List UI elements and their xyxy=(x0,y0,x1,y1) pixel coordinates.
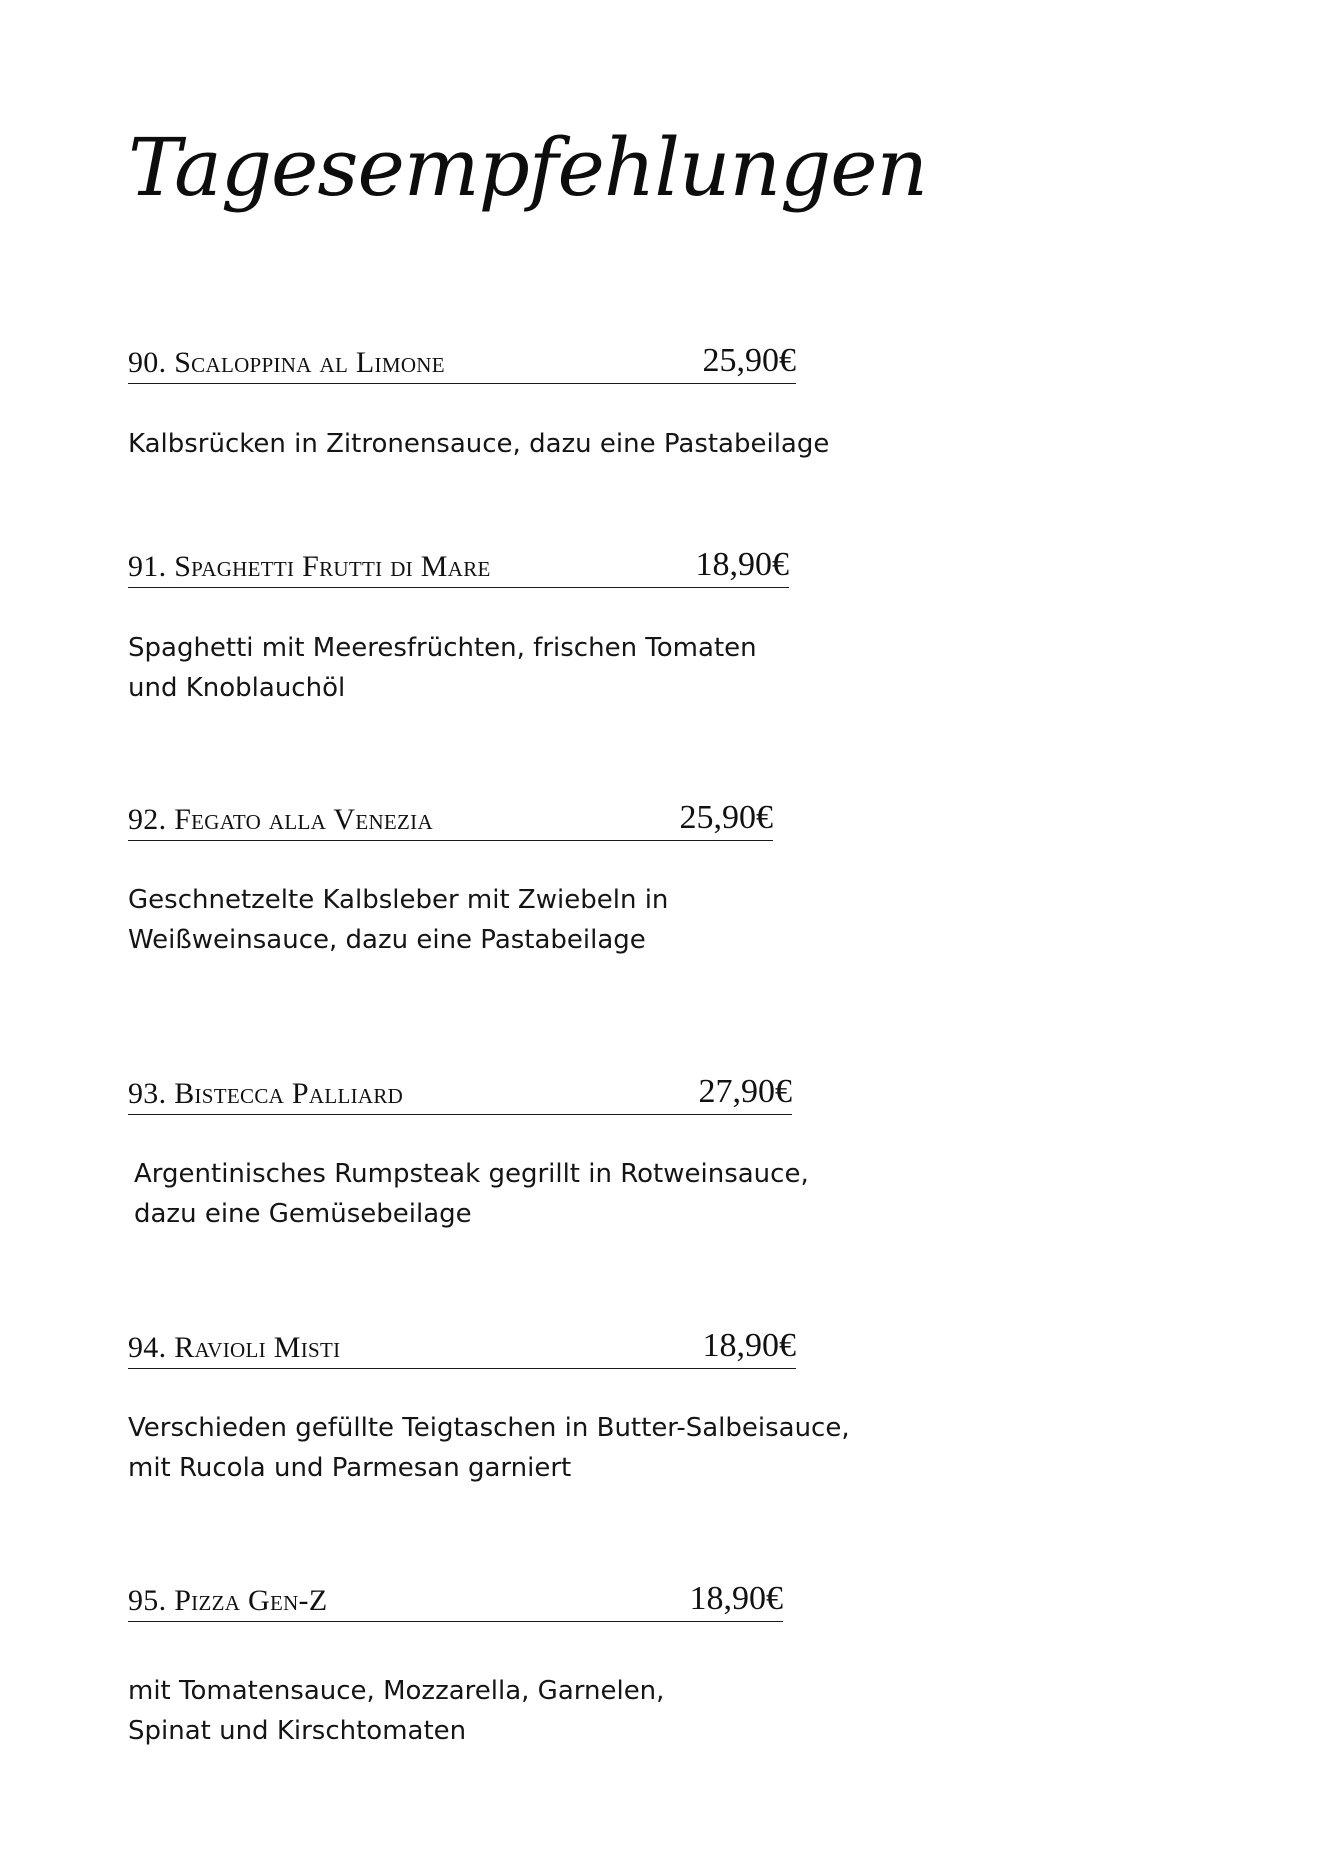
menu-item-price: 25,90€ xyxy=(702,342,796,379)
page-title: Tagesempfehlungen xyxy=(128,121,928,214)
menu-item-description xyxy=(128,1408,850,1488)
description-line: Argentinisches Rumpsteak gegrillt in Rotweinsauce, xyxy=(134,1159,809,1189)
menu-item-price: 18,90€ xyxy=(702,1327,796,1364)
menu-item-price: 25,90€ xyxy=(679,799,773,836)
description-line: Spinat und Kirschtomaten xyxy=(128,1716,467,1746)
menu-item-header xyxy=(128,337,796,384)
menu-item-header xyxy=(128,1575,783,1622)
description-line: mit Rucola und Parmesan garniert xyxy=(128,1453,572,1483)
description-line: Weißweinsauce, dazu eine Pastabeilage xyxy=(128,925,646,955)
description-line: Spaghetti mit Meeresfrüchten, frischen Tomaten xyxy=(128,633,757,663)
menu-item-description xyxy=(128,424,829,464)
menu-item xyxy=(128,1322,850,1483)
description-line: Verschieden gefüllte Teigtaschen in Butter-Salbeisauce, xyxy=(128,1413,850,1443)
menu-item-name: 90. Scaloppina al Limone xyxy=(128,346,445,379)
menu-item-price: 18,90€ xyxy=(695,546,789,583)
menu-item-price: 18,90€ xyxy=(689,1580,783,1617)
menu-item-header xyxy=(128,1322,796,1369)
menu-item-header xyxy=(128,1068,792,1115)
menu-item-description xyxy=(134,1154,809,1234)
description-line: Kalbsrücken in Zitronensauce, dazu eine Pastabeilage xyxy=(128,429,830,459)
menu-item-price: 27,90€ xyxy=(698,1073,792,1110)
menu-item-description xyxy=(128,880,668,960)
menu-item xyxy=(128,1068,809,1229)
menu-item xyxy=(128,337,830,459)
menu-item xyxy=(128,1575,783,1746)
menu-item-name: 94. Ravioli Misti xyxy=(128,1331,341,1364)
menu-item-name: 93. Bistecca Palliard xyxy=(128,1077,404,1110)
menu-item-name: 92. Fegato alla Venezia xyxy=(128,803,433,836)
menu-item-description xyxy=(128,1671,664,1751)
description-line: dazu eine Gemüsebeilage xyxy=(134,1199,472,1229)
menu-item-header xyxy=(128,541,789,588)
description-line: Geschnetzelte Kalbsleber mit Zwiebeln in xyxy=(128,885,669,915)
menu-item-name: 95. Pizza Gen-Z xyxy=(128,1584,328,1617)
menu-item-description xyxy=(128,628,757,708)
description-line: mit Tomatensauce, Mozzarella, Garnelen, xyxy=(128,1676,665,1706)
menu-item xyxy=(128,794,773,955)
menu-item xyxy=(128,541,789,703)
description-line: und Knoblauchöl xyxy=(128,673,346,703)
menu-item-name: 91. Spaghetti Frutti di Mare xyxy=(128,550,491,583)
menu-item-header xyxy=(128,794,773,841)
